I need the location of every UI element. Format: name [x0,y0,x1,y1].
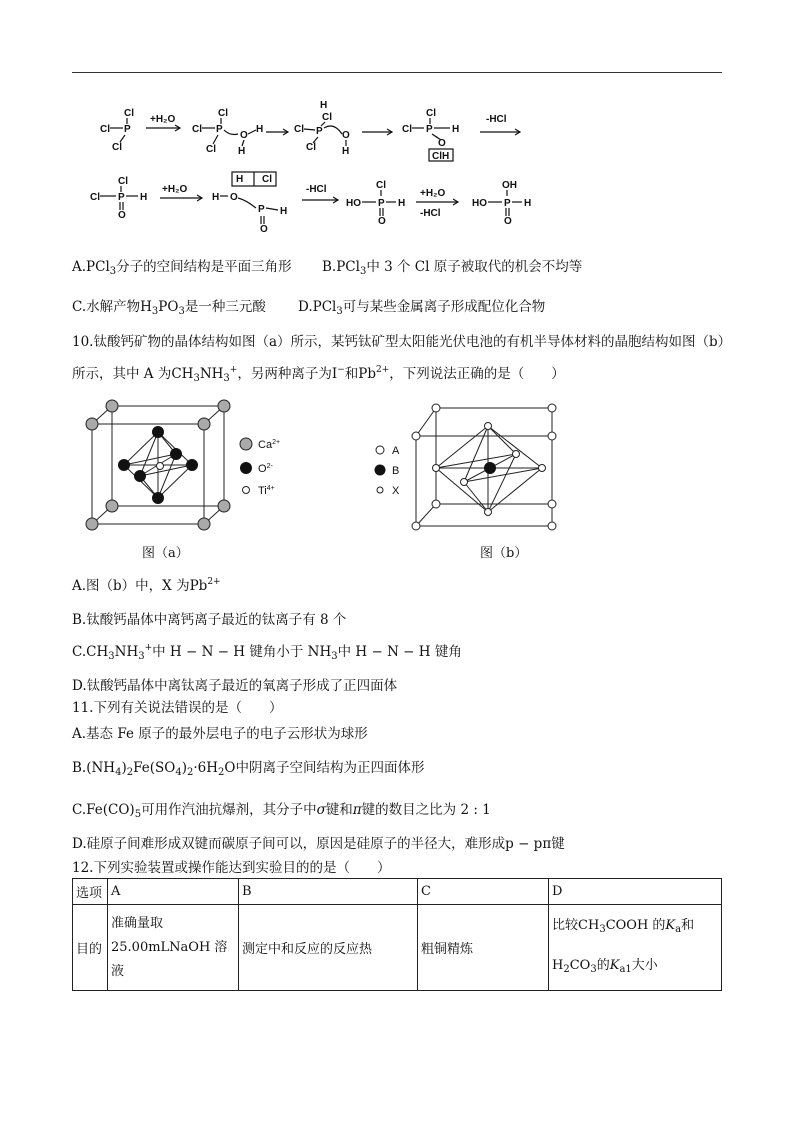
atom-label: Cl [192,124,202,135]
atom-label: P [124,124,131,135]
reagent-label: -HCl [306,184,327,195]
q11-option-b: $B.(NH_4)_2Fe(SO_4)_2\cdot 6H_2O$中阴离子空间结构为正四面体形 [72,760,425,778]
atom-label: H [212,192,220,203]
q9-option-b: B.PCl$_3$中 3 个 Cl 原子被取代的机会不均等 [322,259,583,277]
atom-label: Cl [426,108,436,119]
atom-label: P [118,192,125,203]
atom-label: P [258,204,265,215]
atom-label: Cl [90,192,100,203]
row-label: 目的 [73,905,108,991]
caption-a: 图（a） [142,546,189,561]
table-header-cell: B [239,879,418,905]
legend-a: A [392,445,400,457]
atom-label: O [118,210,126,221]
atom-label: H [320,100,328,111]
atom-label: O [504,216,512,227]
reagent-label: -HCl [420,208,441,219]
atom-label: H [280,206,288,217]
atom-label: H [236,174,244,185]
atom-label: Cl [218,108,228,119]
atom-label: OH [502,180,517,191]
q11-option-c: $C.Fe(CO)_5$可用作汽油抗爆剂，其分子中σ键和π键的数目之比为 2 : 1 [72,802,491,820]
legend-b: B [392,465,400,477]
q11-option-a: A.基态 Fe 原子的最外层电子的电子云形状为球形 [72,726,368,742]
boxed-label: ClH [432,151,450,162]
cell-c: 粗铜精炼 [418,905,549,991]
experiment-table [72,878,722,991]
atom-label: H [140,192,148,203]
reaction-scheme [80,92,550,247]
atom-label: O [378,216,386,227]
atom-label: H [452,124,460,135]
cell-b: 测定中和反应的反应热 [239,905,418,991]
q12-stem: 12.下列实验装置或操作能达到实验目的的是（ ） [72,860,391,876]
atom-label: H [398,198,406,209]
atom-label: H [238,146,246,157]
atom-label: Cl [322,112,332,123]
q11-stem: 11.下列有关说法错误的是（ ） [72,700,283,716]
reagent-label: +H₂O [150,114,176,125]
atom-label: Cl [306,142,316,153]
atom-label: H [524,198,532,209]
reagent-label: -HCl [486,114,507,125]
atom-label: O [260,224,268,235]
q10-option-d: D.钛酸钙晶体中离钛离子最近的氧离子形成了正四面体 [72,678,398,694]
q10-stem-line1: 10.钛酸钙矿物的晶体结构如图（a）所示，某钙钛矿型太阳能光伏电池的有机半导体材料的晶胞结构如图（b） [72,334,732,350]
atom-label: Cl [118,176,128,187]
atom-label: O [342,130,350,141]
atom-label: Cl [206,144,216,155]
atom-label: P [216,124,223,135]
atom-label: Cl [294,124,304,135]
legend-ca: $Ca^{2+}$ [258,439,281,451]
caption-b: 图（b） [480,546,528,561]
legend-x: X [392,485,400,497]
atom-label: P [316,126,323,137]
atom-label: Cl [100,124,110,135]
reagent-label: +H₂O [420,188,446,199]
atom-label: Cl [124,108,134,119]
q9-option-a: A.PCl$_3$分子的空间结构是平面三角形 [72,259,292,277]
cell-d: 比较$CH_3COOH$ 的$K_a$和 $H_2CO_3$的$K_{a1}$大小 [549,905,722,991]
atom-label: Cl [376,180,386,191]
atom-label: O [230,192,238,203]
atom-label: H [256,124,264,135]
q9-option-d: D.PCl$_3$可与某些金属离子形成配位化合物 [298,299,546,317]
atom-label: P [504,198,511,209]
q11-option-d: D.硅原子间难形成双键而碳原子间可以，原因是硅原子的半径大，难形成p − pπ键 [72,836,565,852]
q10-option-b: B.钛酸钙晶体中离钙离子最近的钛离子有 8 个 [72,612,347,628]
atom-label: O [240,130,248,141]
atom-label: P [426,124,433,135]
q10-option-c: $C.CH_3NH_3^+$中 H − N − H 键角小于 $NH_3$中 H − N − H 键角 [72,643,462,662]
q9-option-c: C.水解产物$H_3PO_3$是一种三元酸 [72,299,266,317]
atom-label: Cl [402,124,412,135]
header-rule [72,72,722,73]
crystal-figure-a [78,398,318,533]
table-header-cell: A [108,879,239,905]
table-header-cell: C [418,879,549,905]
crystal-figure-b [370,400,570,532]
atom-label: Cl [262,174,272,185]
atom-label: P [378,198,385,209]
atom-label: O [438,138,446,149]
table-header-cell: D [549,879,722,905]
table-header-cell: 选项 [73,879,108,905]
q10-option-a: A.图（b）中，X 为$Pb^{2+}$ [72,577,221,594]
atom-label: HO [346,198,361,209]
atom-label: H [342,146,350,157]
legend-ti: $Ti^{4+}$ [258,485,275,497]
cell-a: 准确量取 25.00mLNaOH 溶 液 [108,905,239,991]
reagent-label: +H₂O [162,184,188,195]
atom-label: Cl [112,142,122,153]
atom-label: HO [472,198,487,209]
q10-stem-line2: 所示，其中 A 为$CH_3NH_3^+$，另两种离子为I−和$Pb^{2+}$，下列说法正确的是（ ） [72,365,565,384]
legend-o: $O^{2-}$ [258,463,273,475]
